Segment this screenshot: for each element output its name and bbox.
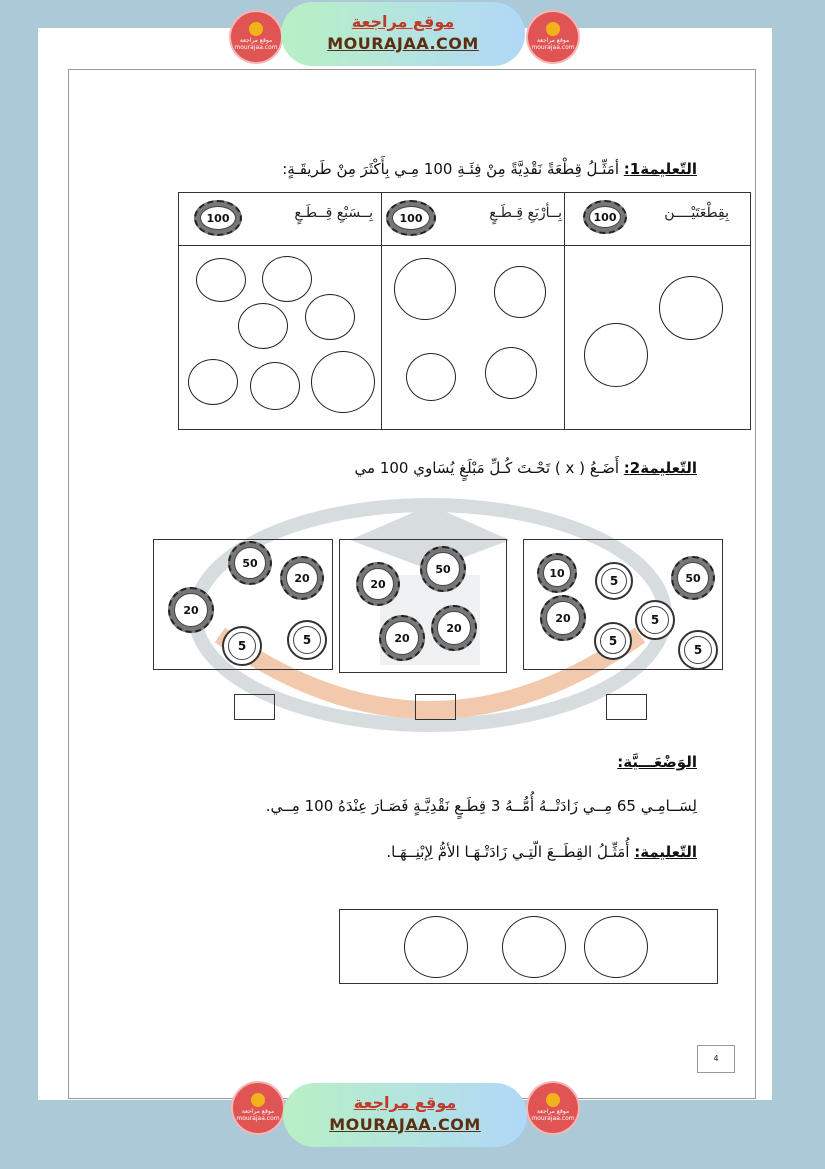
badge-domain: mourajaa.com [531,1115,575,1122]
banner-english-title: MOURAJAA.COM [327,34,479,53]
coin-100-icon: 100 [386,200,436,236]
task1-header-two-pieces: بِقِطْعَتَيْــــن [664,205,729,221]
site-banner-bottom[interactable] [283,1083,527,1147]
task1-header-seven-pieces: بِــسَبْعِ قِــطَـعٍ [294,205,373,221]
coin-50-icon: 50 [671,556,715,600]
situation-heading [617,753,697,771]
task2-text: أَضَـعُ ( x ) تَحْـتَ كُـلِّ مَبْلَغٍ يُسَاوي 100 مي [354,459,620,477]
logo-badge-bottom-right [528,1083,578,1133]
coin-10-icon: 10 [537,553,577,593]
task1-header-four-pieces: بِــأرْبَعِ قِـطَـعٍ [489,205,562,221]
task3-text: أُمَثِّـلُ القِطَــعَ الّتِـي زَادَتْـهَـا الأمُّ لِإبْنِــهَـا. [386,843,630,861]
task1-text: أمَثِّـلُ قِطْعَةً نَقْدِيَّةً مِنْ فِئَـةِ 100 مِـي بِأَكْثَرَ مِنْ طَريقَـةٍ: [282,160,620,178]
task1-label: التّعليمة1: [623,160,697,178]
badge-label: موقع مراجعة [536,1108,570,1115]
task1-col-divider [564,192,565,430]
coin-20-icon: 20 [356,562,400,606]
coin-50-icon: 50 [420,546,466,592]
situation-text: لِسَــامِـي 65 مِــي زَادَتْــهُ أُمُّــهُ 3 قِطَـعٍ نَقْدِيَّـةٍ فَصَـارَ عِنْدَهُ 100 مِــي. [265,797,697,815]
coin-drawing-circle[interactable] [584,916,648,978]
coin-drawing-circle[interactable] [404,916,468,978]
coin-100-icon: 100 [583,200,627,234]
coin-5-icon: 5 [594,622,632,660]
answer-box-right[interactable] [606,694,647,720]
coin-drawing-circle[interactable] [311,351,375,413]
situation-title: الوَضْعَـــيَّة: [617,753,697,771]
banner-arabic-title: موقع مراجعة [351,12,455,31]
coin-50-icon: 50 [228,541,272,585]
logo-icon [249,22,263,36]
coin-drawing-circle[interactable] [394,258,456,320]
coin-drawing-circle[interactable] [188,359,238,405]
banner-english-title: MOURAJAA.COM [329,1115,481,1134]
answer-box-middle[interactable] [415,694,456,720]
coin-20-icon: 20 [168,587,214,633]
badge-label: موقع مراجعة [239,37,273,44]
coin-drawing-circle[interactable] [305,294,355,340]
coin-drawing-circle[interactable] [502,916,566,978]
page-number: 4 [697,1045,735,1073]
coin-drawing-circle[interactable] [659,276,723,340]
badge-domain: mourajaa.com [234,44,278,51]
coin-100-icon: 100 [194,200,242,236]
logo-icon [546,1093,560,1107]
task1-header-divider [178,245,751,246]
logo-badge-top-left [231,12,281,62]
task2-instruction [355,459,697,477]
coin-5-icon: 5 [222,626,262,666]
coin-20-icon: 20 [540,595,586,641]
answer-box-left[interactable] [234,694,275,720]
coin-5-icon: 5 [678,630,718,670]
coin-20-icon: 20 [280,556,324,600]
task1-instruction [282,160,697,178]
badge-domain: mourajaa.com [236,1115,280,1122]
task2-label: التّعليمة2: [623,459,697,477]
banner-arabic-title: موقع مراجعة [353,1093,457,1112]
coin-drawing-circle[interactable] [238,303,288,349]
coin-20-icon: 20 [431,605,477,651]
task3-label: التّعليمة: [634,843,697,861]
logo-icon [546,22,560,36]
coin-drawing-circle[interactable] [196,258,246,302]
task3-instruction [386,843,697,861]
badge-domain: mourajaa.com [531,44,575,51]
task1-col-divider [381,192,382,430]
badge-label: موقع مراجعة [536,37,570,44]
coin-drawing-circle[interactable] [485,347,537,399]
coin-5-icon: 5 [595,562,633,600]
site-banner-top[interactable] [281,2,525,66]
coin-drawing-circle[interactable] [250,362,300,410]
coin-drawing-circle[interactable] [584,323,648,387]
coin-drawing-circle[interactable] [406,353,456,401]
logo-badge-top-right [528,12,578,62]
coin-drawing-circle[interactable] [494,266,546,318]
badge-label: موقع مراجعة [241,1108,275,1115]
coin-20-icon: 20 [379,615,425,661]
coin-5-icon: 5 [287,620,327,660]
coin-5-icon: 5 [635,600,675,640]
coin-drawing-circle[interactable] [262,256,312,302]
logo-badge-bottom-left [233,1083,283,1133]
logo-icon [251,1093,265,1107]
